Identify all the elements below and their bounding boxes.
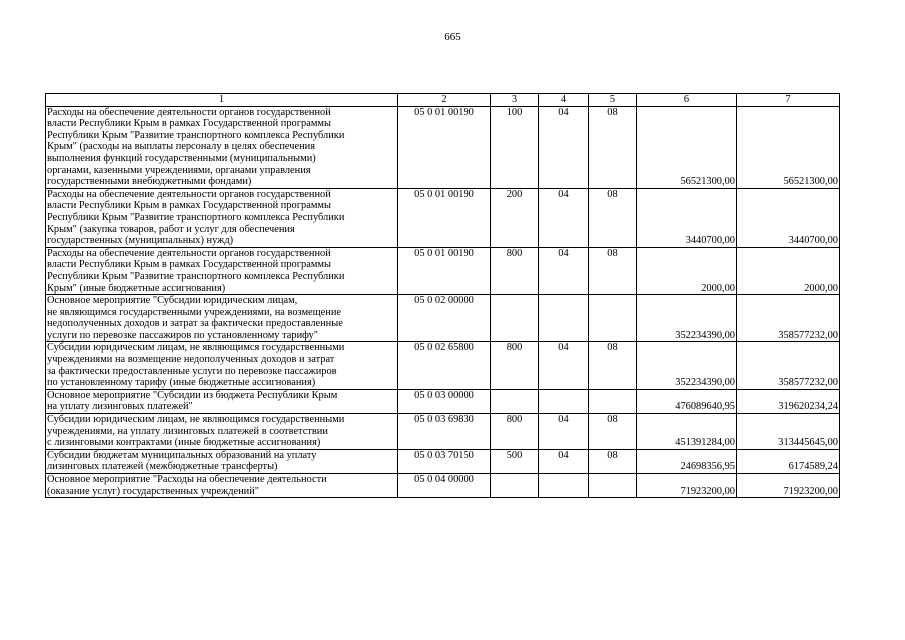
description-line: не являющимся государственными учреждениями, на возмещение	[47, 306, 342, 318]
row-target-code: 05 0 04 00000	[398, 474, 491, 498]
row-subsection: 08	[589, 106, 637, 188]
description-line: с лизинговыми контрактами (иные бюджетные ассигнования)	[47, 437, 321, 449]
row-expense-type	[491, 389, 539, 413]
row-expense-type: 800	[491, 342, 539, 389]
description-line: Расходы на обеспечение деятельности органов государственной	[47, 247, 331, 259]
description-line: Основное мероприятие "Субсидии из бюджета Республики Крым	[47, 389, 338, 401]
row-expense-type	[491, 474, 539, 498]
column-header-4: 4	[539, 94, 589, 107]
description-line: Основное мероприятие "Расходы на обеспечение деятельности	[47, 474, 327, 485]
row-section: 04	[539, 188, 589, 247]
row-section	[539, 474, 589, 498]
row-amount-year-1: 71923200,00	[637, 474, 737, 498]
row-amount-year-1: 352234390,00	[637, 295, 737, 342]
budget-table-body	[46, 94, 840, 498]
row-description	[46, 414, 398, 450]
description-line: по установленному тарифу (иные бюджетные ассигнования)	[47, 377, 316, 389]
row-target-code: 05 0 03 00000	[398, 389, 491, 413]
description-line: услуги по перевозке пассажиров по установленному тарифу"	[47, 329, 319, 341]
description-line: выполнения функций государственными (муниципальными)	[47, 152, 316, 164]
row-target-code: 05 0 02 00000	[398, 295, 491, 342]
table-row	[46, 295, 840, 342]
description-line: Расходы на обеспечение деятельности органов государственной	[47, 106, 331, 118]
table-row	[46, 342, 840, 389]
column-number-row	[46, 94, 840, 107]
row-expense-type	[491, 295, 539, 342]
description-line: (оказание услуг) государственных учреждений"	[47, 485, 260, 497]
row-subsection: 08	[589, 188, 637, 247]
row-target-code: 05 0 03 69830	[398, 414, 491, 450]
row-amount-year-2: 6174589,24	[737, 449, 840, 473]
description-line: государственных (муниципальных) нужд)	[47, 235, 234, 247]
description-line: Субсидии бюджетам муниципальных образований на уплату	[47, 449, 317, 461]
description-line: Республики Крым "Развитие транспортного комплекса Республики	[47, 129, 345, 141]
description-line: Субсидии юридическим лицам, не являющимся государственными	[47, 414, 345, 426]
row-section: 04	[539, 414, 589, 450]
column-header-3: 3	[491, 94, 539, 107]
row-target-code: 05 0 01 00190	[398, 247, 491, 294]
row-amount-year-2: 2000,00	[737, 247, 840, 294]
description-line: органами, казенными учреждениями, органами управления	[47, 164, 311, 176]
row-section	[539, 389, 589, 413]
description-line: Расходы на обеспечение деятельности органов государственной	[47, 188, 331, 200]
description-line: Крым" (иные бюджетные ассигнования)	[47, 282, 226, 294]
row-subsection: 08	[589, 342, 637, 389]
description-line: на уплату лизинговых платежей"	[47, 401, 193, 413]
row-description	[46, 389, 398, 413]
row-amount-year-1: 3440700,00	[637, 188, 737, 247]
table-row	[46, 414, 840, 450]
description-line: Республики Крым "Развитие транспортного комплекса Республики	[47, 211, 345, 223]
table-row	[46, 389, 840, 413]
description-line: недополученных доходов и затрат за фактически предоставленные	[47, 318, 343, 330]
row-subsection: 08	[589, 247, 637, 294]
row-description	[46, 247, 398, 294]
budget-table	[45, 93, 840, 498]
column-header-2: 2	[398, 94, 491, 107]
table-row	[46, 247, 840, 294]
row-section: 04	[539, 449, 589, 473]
row-subsection	[589, 474, 637, 498]
column-header-1: 1	[46, 94, 398, 107]
row-description	[46, 474, 398, 498]
row-section	[539, 295, 589, 342]
row-description	[46, 295, 398, 342]
description-line: учреждениями, на уплату лизинговых платежей в соответствии	[47, 425, 328, 437]
table-row	[46, 106, 840, 188]
page-number: 665	[444, 31, 461, 43]
description-line: учреждениями на возмещение недополученных доходов и затрат	[47, 354, 335, 366]
row-amount-year-2: 319620234,24	[737, 389, 840, 413]
row-expense-type: 800	[491, 414, 539, 450]
row-expense-type: 800	[491, 247, 539, 294]
description-line: власти Республики Крым в рамках Государственной программы	[47, 259, 331, 271]
description-line: власти Республики Крым в рамках Государственной программы	[47, 200, 331, 212]
row-amount-year-2: 358577232,00	[737, 342, 840, 389]
column-header-6: 6	[637, 94, 737, 107]
row-amount-year-2: 71923200,00	[737, 474, 840, 498]
row-description	[46, 188, 398, 247]
row-expense-type: 500	[491, 449, 539, 473]
description-line: Крым" (расходы на выплаты персоналу в целях обеспечения	[47, 141, 316, 153]
row-expense-type: 200	[491, 188, 539, 247]
row-amount-year-2: 358577232,00	[737, 295, 840, 342]
row-description	[46, 106, 398, 188]
description-line: власти Республики Крым в рамках Государственной программы	[47, 118, 331, 130]
description-line: государственными внебюджетными фондами)	[47, 176, 252, 188]
table-row	[46, 188, 840, 247]
row-amount-year-1: 476089640,95	[637, 389, 737, 413]
column-header-5: 5	[589, 94, 637, 107]
description-line: за фактически предоставленные услуги по перевозке пассажиров	[47, 365, 337, 377]
description-line: Основное мероприятие "Субсидии юридическим лицам,	[47, 295, 298, 307]
description-line: Крым" (закупка товаров, работ и услуг для обеспечения	[47, 223, 295, 235]
row-amount-year-1: 2000,00	[637, 247, 737, 294]
table-row	[46, 474, 840, 498]
row-amount-year-1: 451391284,00	[637, 414, 737, 450]
row-subsection	[589, 295, 637, 342]
row-amount-year-1: 24698356,95	[637, 449, 737, 473]
row-subsection: 08	[589, 449, 637, 473]
row-section: 04	[539, 342, 589, 389]
description-line: Субсидии юридическим лицам, не являющимся государственными	[47, 342, 345, 354]
row-target-code: 05 0 03 70150	[398, 449, 491, 473]
row-target-code: 05 0 02 65800	[398, 342, 491, 389]
column-header-7: 7	[737, 94, 840, 107]
table-row	[46, 449, 840, 473]
row-description	[46, 449, 398, 473]
description-line: лизинговых платежей (межбюджетные трансферты)	[47, 461, 278, 473]
row-section: 04	[539, 106, 589, 188]
row-amount-year-2: 56521300,00	[737, 106, 840, 188]
row-amount-year-1: 352234390,00	[637, 342, 737, 389]
row-target-code: 05 0 01 00190	[398, 188, 491, 247]
row-amount-year-2: 3440700,00	[737, 188, 840, 247]
row-description	[46, 342, 398, 389]
row-subsection: 08	[589, 414, 637, 450]
row-target-code: 05 0 01 00190	[398, 106, 491, 188]
row-subsection	[589, 389, 637, 413]
row-section: 04	[539, 247, 589, 294]
description-line: Республики Крым "Развитие транспортного комплекса Республики	[47, 270, 345, 282]
row-amount-year-1: 56521300,00	[637, 106, 737, 188]
row-expense-type: 100	[491, 106, 539, 188]
row-amount-year-2: 313445645,00	[737, 414, 840, 450]
